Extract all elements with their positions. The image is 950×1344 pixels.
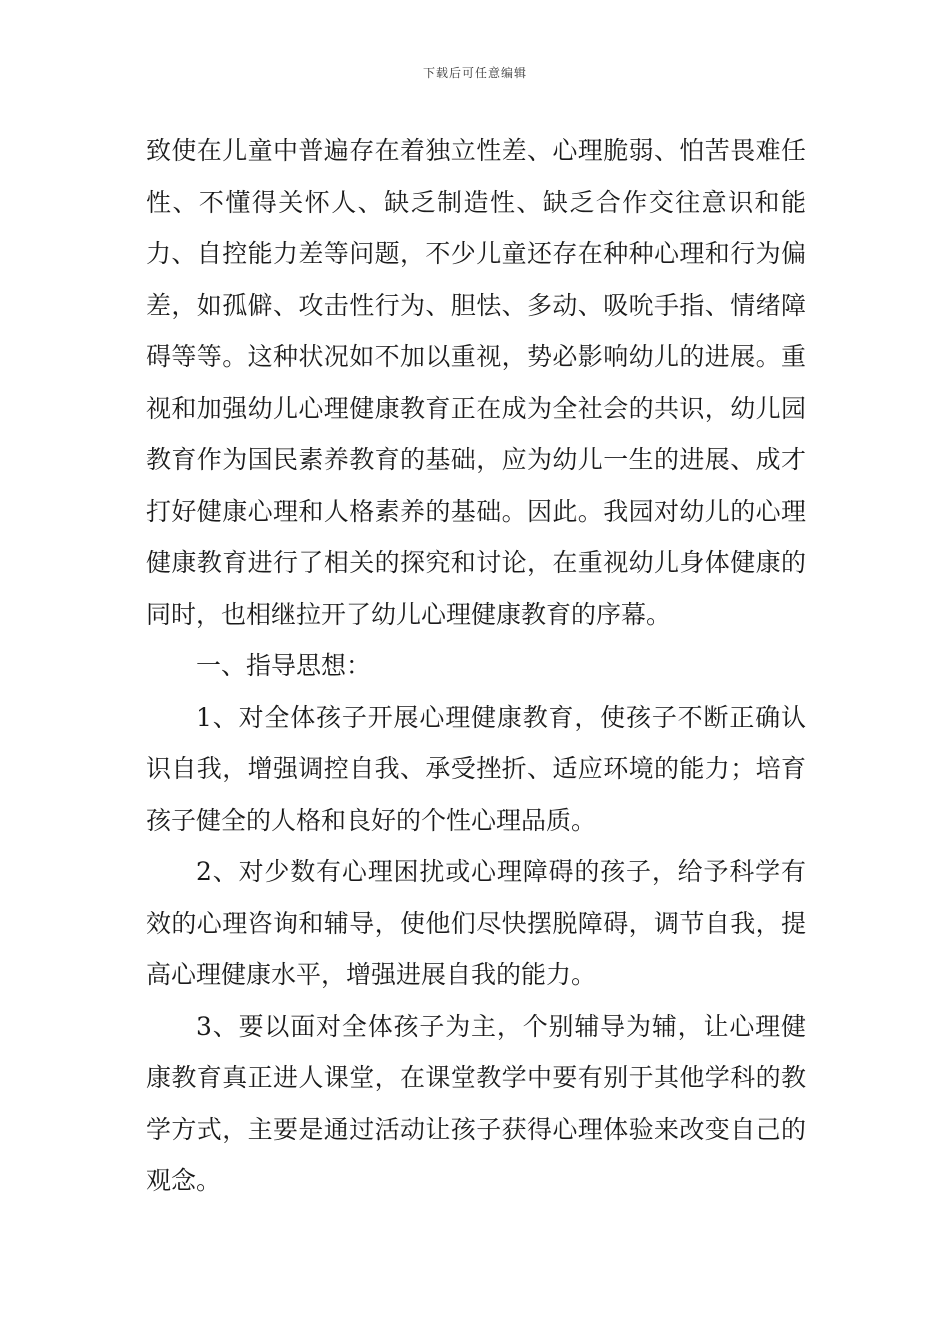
document-body bbox=[146, 125, 806, 1207]
list-item-2: 2、对少数有心理困扰或心理障碍的孩子，给予科学有效的心理咨询和辅导，使他们尽快摆脱障碍，调节自我，提高心理健康水平，增强进展自我的能力。 bbox=[146, 857, 806, 989]
page-header: 下载后可任意编辑 bbox=[422, 66, 527, 80]
list-item-1: 1、对全体孩子开展心理健康教育，使孩子不断正确认识自我，增强调控自我、承受挫折、适应环境的能力；培育孩子健全的人格和良好的个性心理品质。 bbox=[146, 702, 806, 835]
paragraph-continuation: 致使在儿童中普遍存在着独立性差、心理脆弱、怕苦畏难任性、不懂得关怀人、缺乏制造性、缺乏合作交往意识和能力、自控能力差等问题，不少儿童还存在种种心理和行为偏差，如孤僻、攻击性行为、胆怯、多动、吸吮手指、情绪障碍等等。这种状况如不加以重视，势必影响幼儿的进展。重视和加强幼儿心理健康教育正在成为全社会的共识，幼儿园教育作为国民素养教育的基础，应为幼儿一生的进展、成才打好健康心理和人格素养的基础。因此。我园对幼儿的心理健康教育进行了相关的探究和讨论，在重视幼儿身体健康的同时，也相继拉开了幼儿心理健康教育的序幕。 bbox=[146, 136, 806, 629]
section-heading-guiding-thought: 一、指导思想： bbox=[196, 651, 372, 680]
list-item-3: 3、要以面对全体孩子为主，个别辅导为辅，让心理健康教育真正进人课堂，在课堂教学中要有别于其他学科的教学方式，主要是通过活动让孩子获得心理体验来改变自己的观念。 bbox=[146, 1011, 806, 1195]
